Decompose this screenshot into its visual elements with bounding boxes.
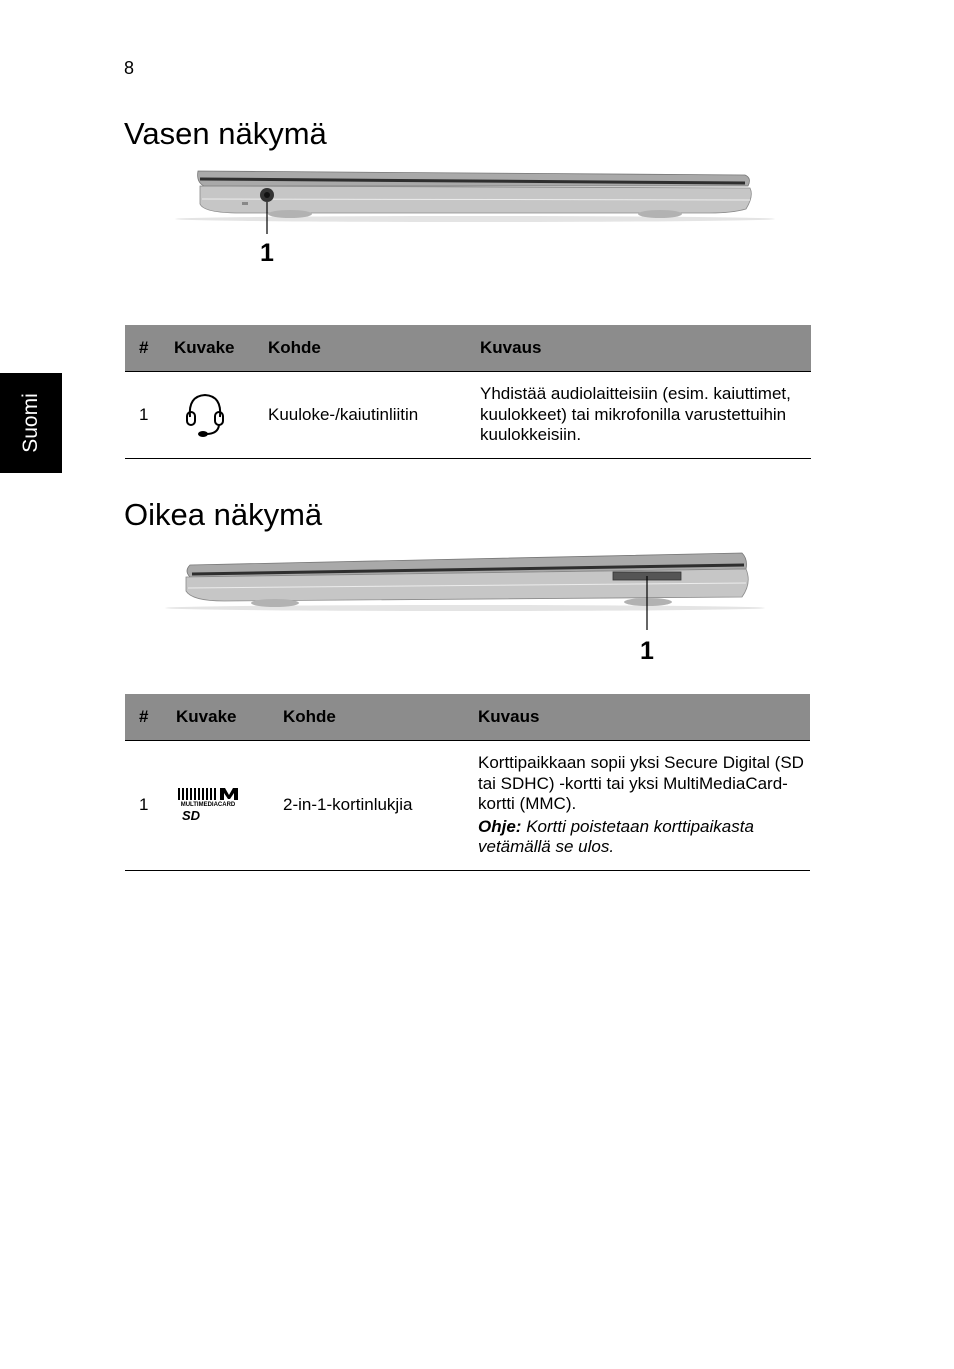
table-header-row <box>125 694 810 741</box>
header-icon: Kuvake <box>160 325 254 372</box>
row-number: 1 <box>125 741 162 871</box>
note-label: Ohje: <box>478 816 522 836</box>
row-description: Yhdistää audiolaitteisiin (esim. kaiuttimet, kuulokkeet) tai mikrofonilla varustettuihin kuulokkeisiin. <box>466 372 811 459</box>
row-item: Kuuloke-/kaiutinliitin <box>254 372 466 459</box>
table-row <box>125 741 810 871</box>
right-callout-number: 1 <box>640 637 654 665</box>
header-item: Kohde <box>269 694 464 741</box>
row-description-cell <box>464 741 810 871</box>
language-side-tab <box>0 373 62 473</box>
left-view-table <box>125 325 811 459</box>
right-view-table <box>125 694 810 871</box>
header-description: Kuvaus <box>466 325 811 372</box>
left-view-title: Vasen näkymä <box>124 116 327 151</box>
header-icon: Kuvake <box>162 694 269 741</box>
header-description: Kuvaus <box>464 694 810 741</box>
left-callout-number: 1 <box>260 239 274 267</box>
icon-sd-text: SD <box>182 807 201 823</box>
laptop-left-side-image <box>160 162 780 272</box>
row-icon-cell <box>162 741 269 871</box>
header-number: # <box>125 694 162 741</box>
header-number: # <box>125 325 160 372</box>
laptop-right-side-image <box>150 545 780 670</box>
headset-icon <box>182 390 228 440</box>
header-item: Kohde <box>254 325 466 372</box>
row-item: 2-in-1-kortinlukjia <box>269 741 464 871</box>
right-view-title: Oikea näkymä <box>124 497 323 532</box>
side-tab-label: Suomi <box>19 393 42 453</box>
row-number: 1 <box>125 372 160 459</box>
row-icon-cell <box>160 372 254 459</box>
icon-multimediacard-text: MULTIMEDIACARD <box>180 801 236 808</box>
note-text: Kortti poistetaan korttipaikasta vetämällä se ulos. <box>478 816 754 857</box>
page-number: 8 <box>124 58 135 78</box>
row-note <box>478 817 810 858</box>
table-row <box>125 372 811 459</box>
row-description: Korttipaikkaan sopii yksi Secure Digital (SD tai SDHC) -kortti tai yksi MultiMediaCard-kortti (MMC). <box>478 753 804 814</box>
table-header-row <box>125 325 811 372</box>
sd-mmc-card-icon <box>176 786 240 826</box>
